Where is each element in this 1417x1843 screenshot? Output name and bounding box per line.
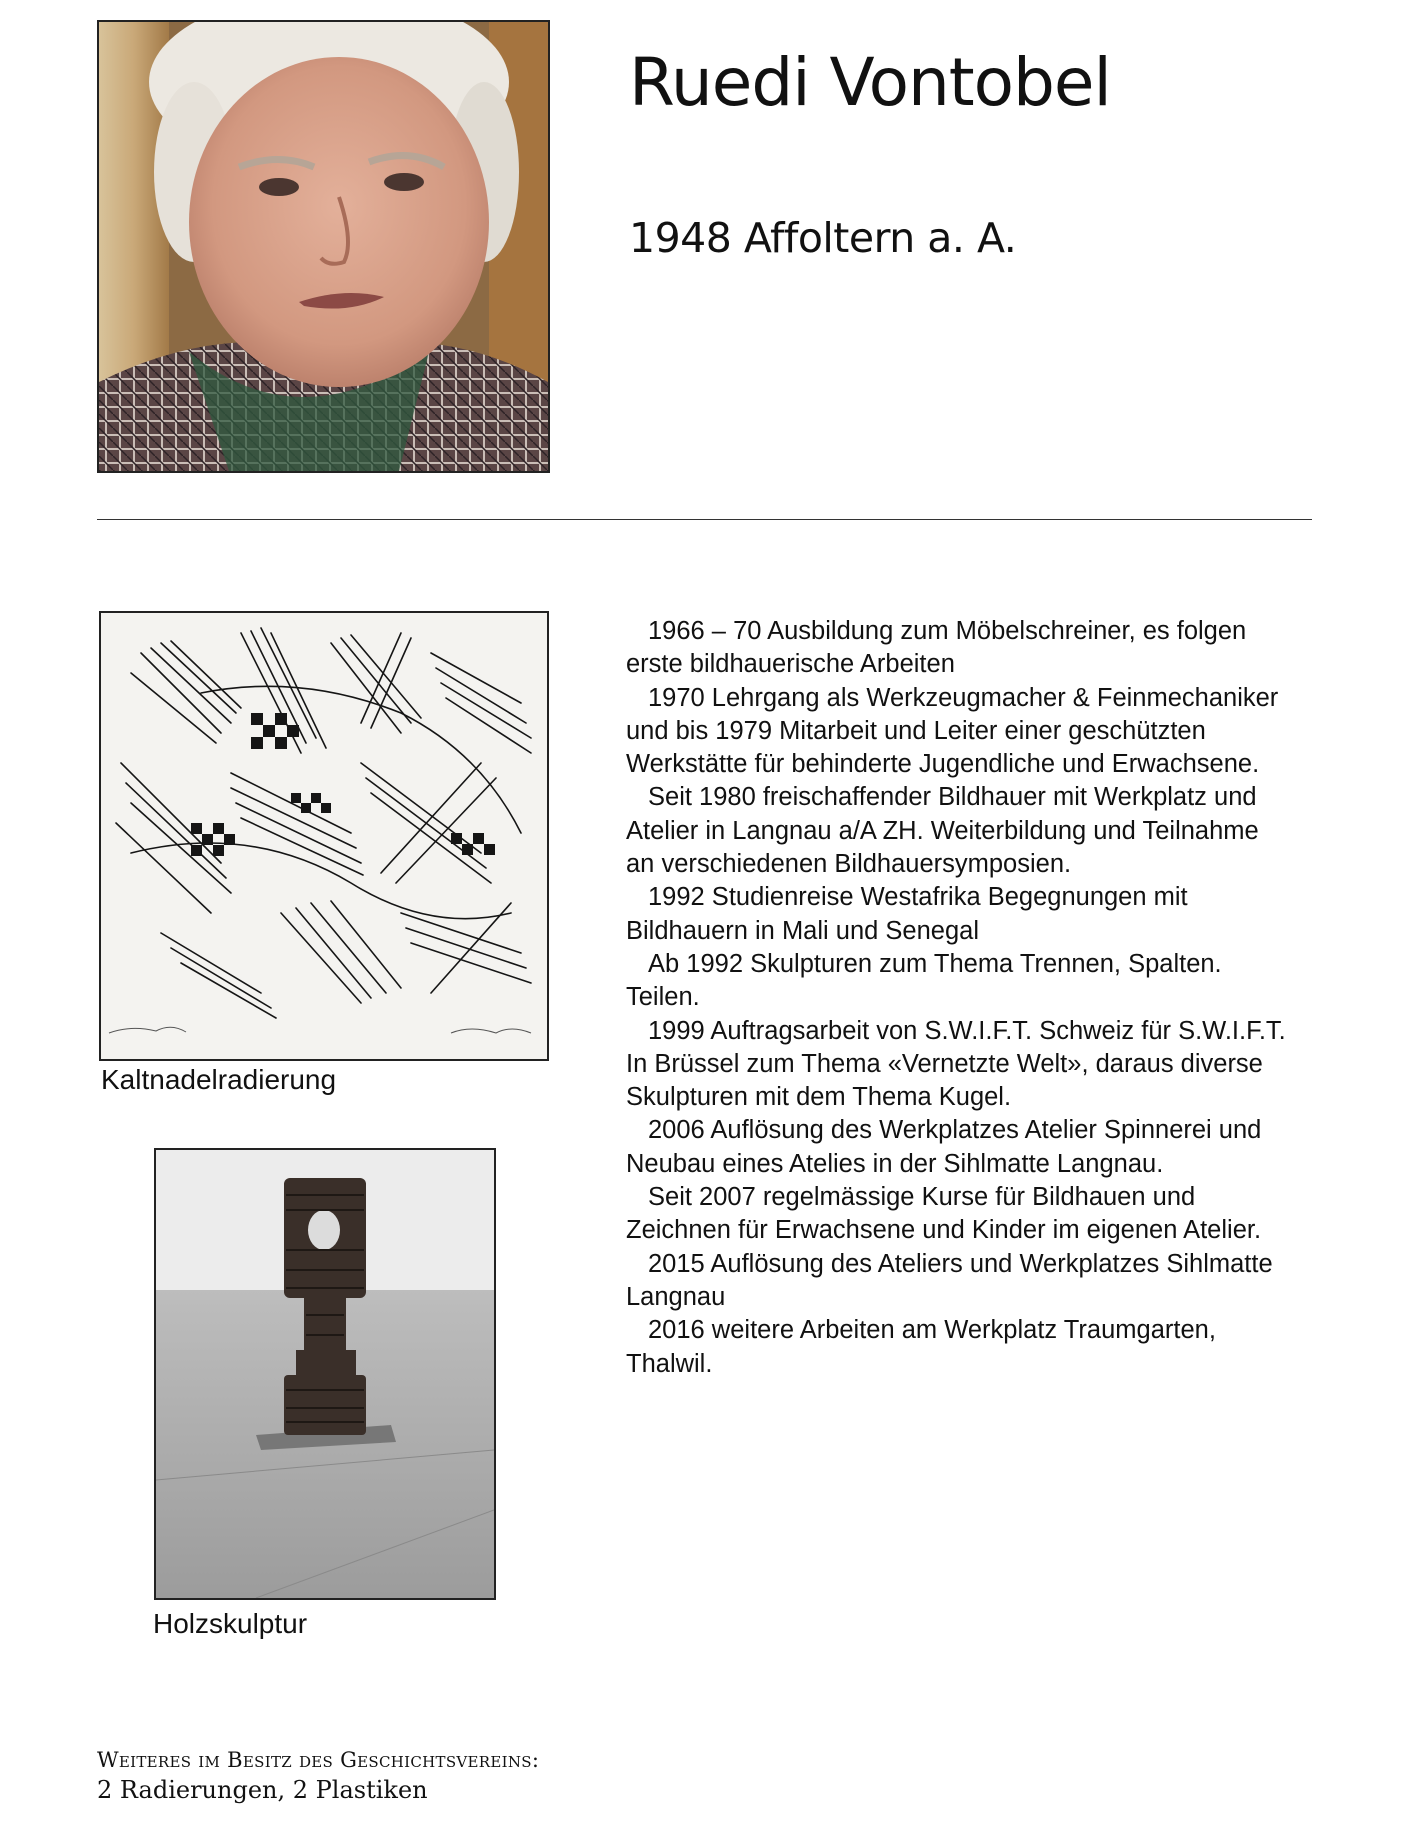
artist-name: Ruedi Vontobel [629,44,1111,121]
bio-paragraph: Seit 2007 regelmässige Kurse für Bildhauen und Zeichnen für Erwachsene und Kinder im eigenen Atelier. [626,1183,1262,1245]
sculpture-caption: Holzskulptur [153,1608,308,1639]
portrait-icon [99,22,548,471]
bio-paragraph: 1970 Lehrgang als Werkzeugmacher & Feinmechaniker und bis 1979 Mitarbeit und Leiter einer geschützten Werkstätte für behinderte Jugendliche und Erwachsene. [626,683,1279,779]
birth-info: 1948 Affoltern a. A. [629,214,1017,262]
wood-sculpture-icon [156,1150,494,1598]
bio-paragraph: 1999 Auftragsarbeit von S.W.I.F.T. Schweiz für S.W.I.F.T. In Brüssel zum Thema «Vernetzte Welt», daraus diverse Skulpturen mit dem Thema Kugel. [626,1016,1286,1112]
bio-paragraph: Seit 1980 freischaffender Bildhauer mit Werkplatz und Atelier in Langnau a/A ZH. Weiterbildung und Teilnahme an verschiedenen Bildhauersymposien. [626,783,1259,879]
portrait-photo [97,20,550,473]
sculpture-image [154,1148,496,1600]
divider [97,519,1312,520]
bio-paragraph: 1992 Studienreise Westafrika Begegnungen mit Bildhauern in Mali und Senegal [626,883,1188,945]
footer-heading: Weiteres im Besitz des Geschichtsvereins: [97,1748,540,1772]
bio-paragraph: 1966 – 70 Ausbildung zum Möbelschreiner, es folgen erste bildhauerische Arbeiten [626,617,1247,679]
footer-text: 2 Radierungen, 2 Plastiken [97,1776,428,1804]
etching-caption: Kaltnadelradierung [101,1064,337,1095]
bio-paragraph: 2015 Auflösung des Ateliers und Werkplatzes Sihlmatte Langnau [626,1249,1273,1311]
footer [97,1748,539,1804]
etching-image [99,611,549,1061]
bio-paragraph: 2016 weitere Arbeiten am Werkplatz Traumgarten, Thalwil. [626,1316,1216,1378]
drypoint-etching-icon [101,613,547,1059]
bio-paragraph: 2006 Auflösung des Werkplatzes Atelier Spinnerei und Neubau eines Atelies in der Sihlmatte Langnau. [626,1116,1262,1178]
bio-paragraph: Ab 1992 Skulpturen zum Thema Trennen, Spalten. Teilen. [626,949,1222,1012]
biography [626,615,1286,1381]
